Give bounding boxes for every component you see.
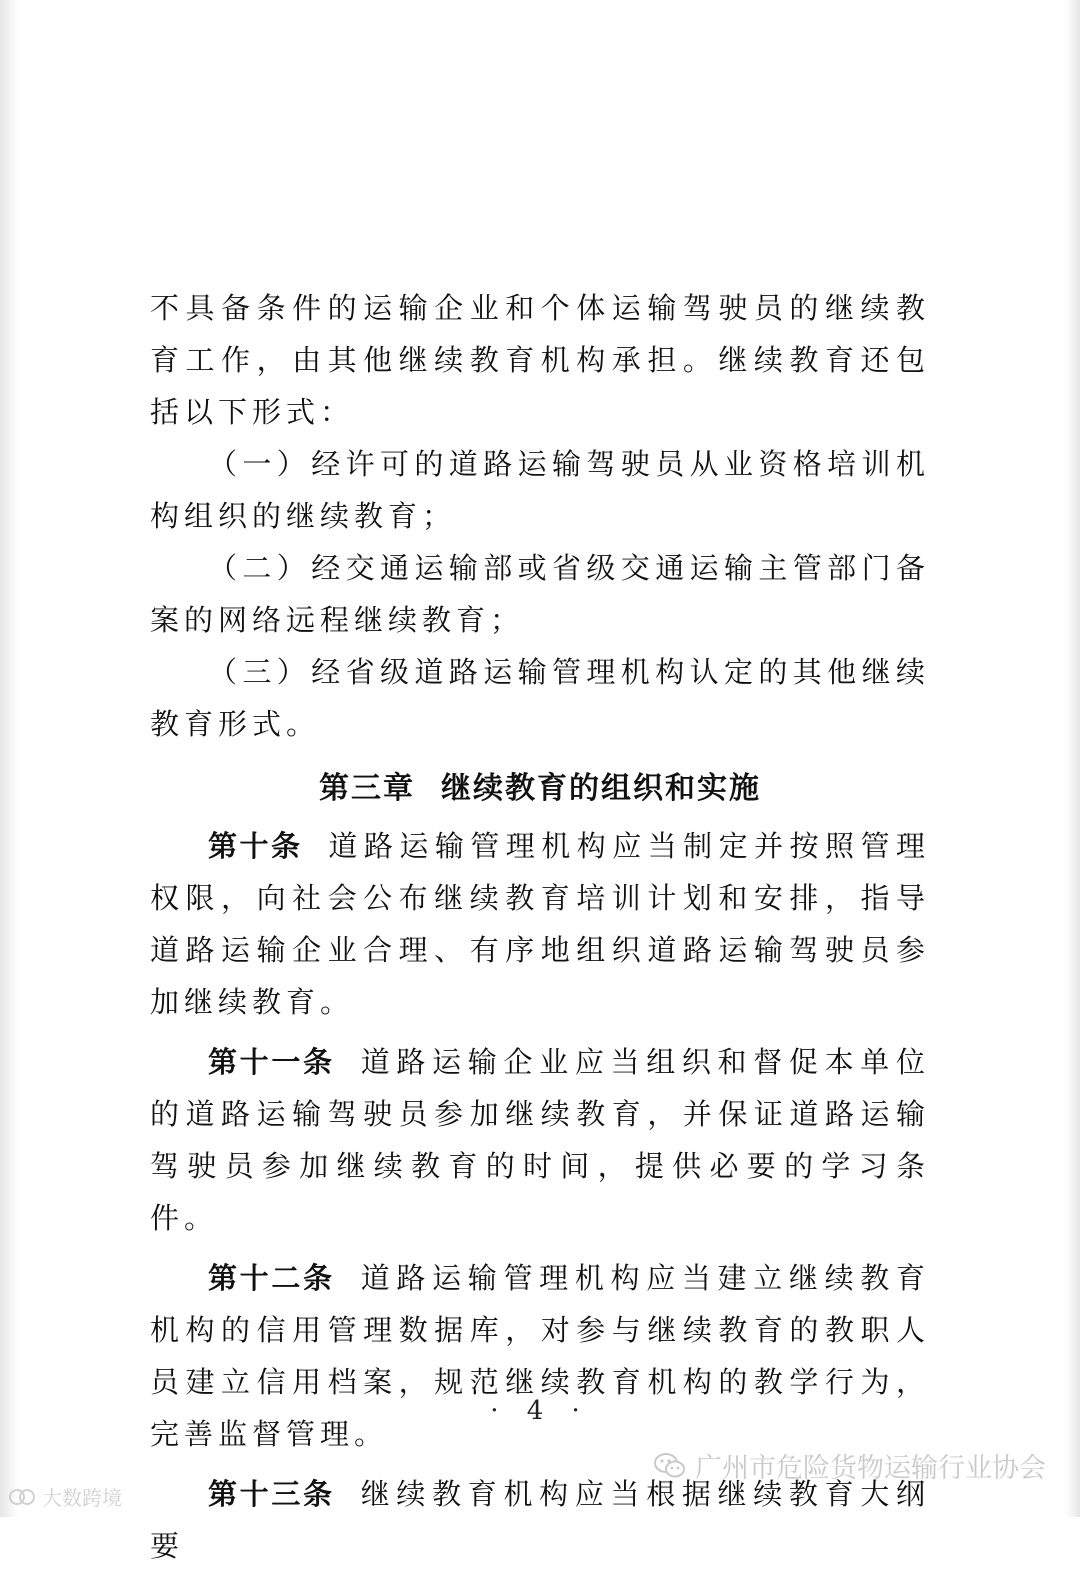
article-text: 道路运输管理机构应当建立继续教育机构的信用管理数据库，对参与继续教育的教职人员建立信用档案，规范继续教育机构的教学行为，完善监督管理。 xyxy=(150,1261,930,1451)
wechat-icon xyxy=(653,1451,687,1481)
article-text: 继续教育机构应当根据继续教育大纲要 xyxy=(150,1477,930,1563)
article-label: 第十三条 xyxy=(208,1477,335,1511)
platform-logo-icon xyxy=(8,1486,38,1508)
wechat-account-name: 广州市危险货物运输行业协会 xyxy=(695,1453,1046,1484)
scan-shadow-left xyxy=(0,0,18,1517)
article-text: 道路运输企业应当组织和督促本单位的道路运输驾驶员参加继续教育，并保证道路运输驾驶员参加继续教育的时间，提供必要的学习条件。 xyxy=(150,1045,930,1235)
article-label: 第十一条 xyxy=(208,1045,335,1079)
form-item-1: （一）经许可的道路运输驾驶员从业资格培训机构组织的继续教育； xyxy=(150,447,930,533)
form-item-3: （三）经省级道路运输管理机构认定的其他继续教育形式。 xyxy=(150,655,930,741)
article-11 xyxy=(150,1036,930,1244)
continuation-paragraph: 不具备条件的运输企业和个体运输驾驶员的继续教育工作，由其他继续教育机构承担。继续教育还包括以下形式： xyxy=(150,291,930,429)
article-label: 第十二条 xyxy=(208,1261,335,1295)
platform-name: 大数跨境 xyxy=(42,1486,122,1510)
page-number: · 4 · xyxy=(490,1396,590,1426)
scan-shadow-right xyxy=(1066,0,1080,1517)
document-body xyxy=(150,282,930,1572)
article-text: 道路运输管理机构应当制定并按照管理权限，向社会公布继续教育培训计划和安排，指导道路运输企业合理、有序地组织道路运输驾驶员参加继续教育。 xyxy=(150,829,930,1019)
chapter-number: 第三章 xyxy=(319,771,415,806)
article-10 xyxy=(150,820,930,1028)
chapter-heading xyxy=(150,762,930,816)
platform-watermark xyxy=(8,1482,122,1511)
wechat-watermark xyxy=(653,1446,1046,1485)
article-12 xyxy=(150,1252,930,1460)
form-item-2: （二）经交通运输部或省级交通运输主管部门备案的网络远程继续教育； xyxy=(150,551,930,637)
article-label: 第十条 xyxy=(208,829,303,863)
chapter-title: 继续教育的组织和实施 xyxy=(441,771,761,806)
